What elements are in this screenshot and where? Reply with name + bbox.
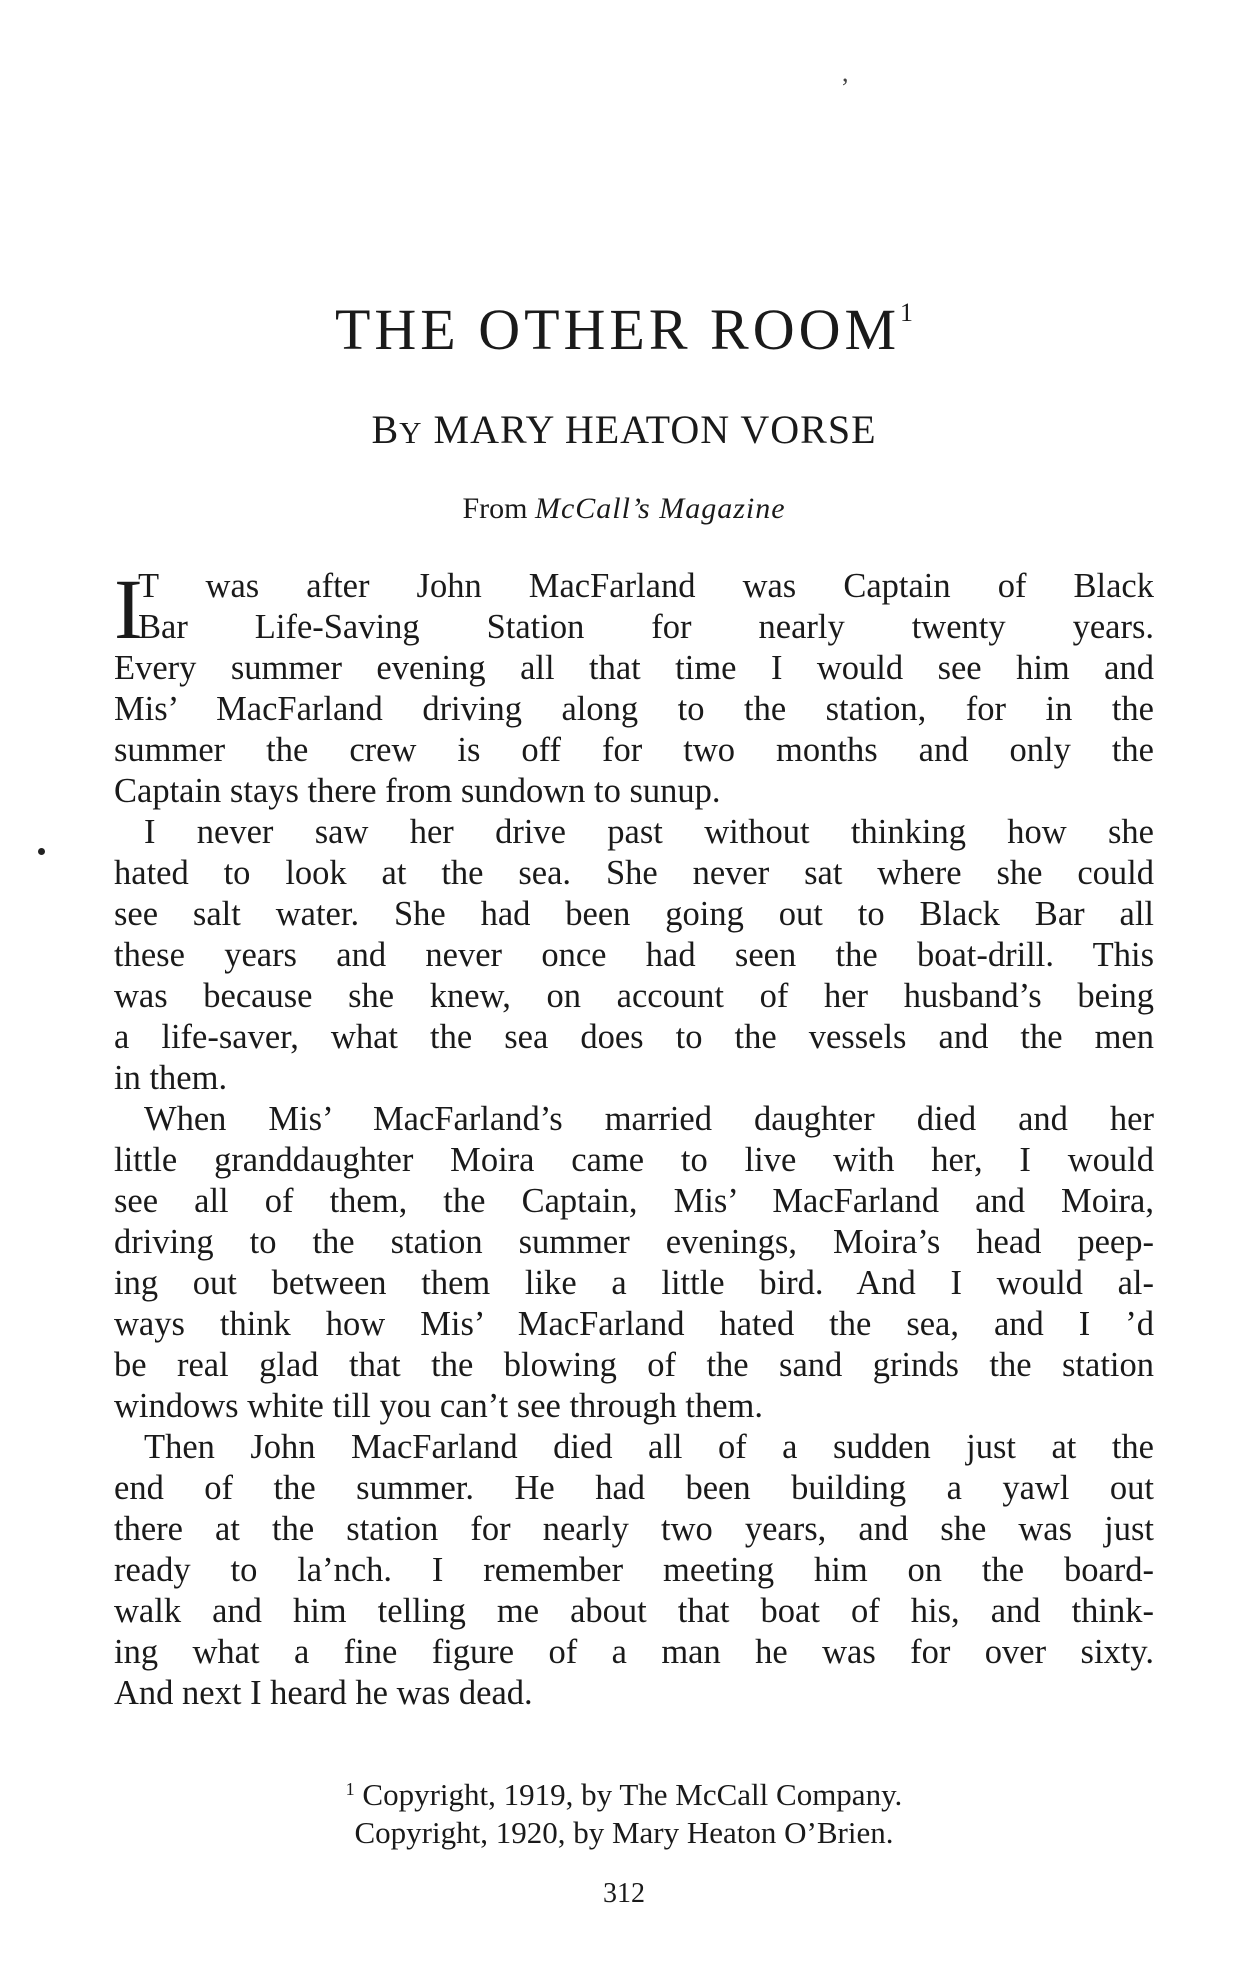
text-line: Captain stays there from sundown to sunup. <box>114 772 721 810</box>
byline <box>0 407 1248 452</box>
text-line: end of the summer. He had been building a yawl out <box>114 1469 1154 1507</box>
text-line: ing what a fine figure of a man he was for over sixty. <box>114 1633 1154 1671</box>
stray-ink-mark: , <box>842 58 849 87</box>
text-line: Bar Life-Saving Station for nearly twenty years. <box>138 608 1154 646</box>
text-line: a life-saver, what the sea does to the vessels and the men <box>114 1018 1154 1056</box>
footnote-text-2: Copyright, 1920, by Mary Heaton O’Brien. <box>354 1815 894 1850</box>
text-line: in them. <box>114 1059 228 1097</box>
title-footnote-ref: 1 <box>900 298 914 327</box>
text-line: summer the crew is off for two months and only the <box>114 731 1154 769</box>
source-line <box>0 494 1248 524</box>
text-line: And next I heard he was dead. <box>114 1674 533 1712</box>
text-line: little granddaughter Moira came to live with her, I would <box>114 1141 1154 1179</box>
text-line: was because she knew, on account of her husband’s being <box>114 977 1154 1015</box>
page-number: 312 <box>603 1878 645 1909</box>
text-line: walk and him telling me about that boat of his, and think- <box>114 1592 1154 1630</box>
text-line: be real glad that the blowing of the sand grinds the station <box>114 1346 1154 1384</box>
byline-author: MARY HEATON VORSE <box>433 407 877 452</box>
margin-ink-dot <box>38 848 45 855</box>
footnote-ref: 1 <box>345 1779 355 1799</box>
text-line: When Mis’ MacFarland’s married daughter died and her <box>144 1100 1154 1138</box>
footnote <box>0 1770 1248 1852</box>
drop-cap: I <box>114 561 143 657</box>
text-line: Every summer evening all that time I would see him and <box>114 649 1154 687</box>
text-line: hated to look at the sea. She never sat where she could <box>114 854 1154 892</box>
text-line: windows white till you can’t see through them. <box>114 1387 764 1425</box>
text-line: ing out between them like a little bird. And I would al- <box>114 1264 1154 1302</box>
byline-prefix-rest: Y <box>399 415 423 450</box>
source-magazine: McCall’s Magazine <box>534 492 786 525</box>
footnote-text-1: Copyright, 1919, by The McCall Company. <box>362 1777 903 1812</box>
story-body <box>114 561 1154 1714</box>
text-line: ready to la’nch. I remember meeting him on the board- <box>114 1551 1154 1589</box>
text-line: T was after John MacFarland was Captain of Black <box>138 567 1154 605</box>
text-line: I never saw her drive past without thinking how she <box>144 813 1154 851</box>
text-line: driving to the station summer evenings, Moira’s head peep- <box>114 1223 1154 1261</box>
footnote-line-2 <box>0 1814 1248 1852</box>
text-line: Then John MacFarland died all of a sudden just at the <box>144 1428 1154 1466</box>
byline-prefix-first: B <box>371 407 400 452</box>
text-line: Mis’ MacFarland driving along to the station, for in the <box>114 690 1154 728</box>
source-prefix: From <box>462 492 528 525</box>
text-line: these years and never once had seen the boat-drill. This <box>114 936 1154 974</box>
text-line: there at the station for nearly two years, and she was just <box>114 1510 1154 1548</box>
story-title <box>0 297 1248 362</box>
text-line: see salt water. She had been going out to Black Bar all <box>114 895 1154 933</box>
text-line: ways think how Mis’ MacFarland hated the sea, and I ’d <box>114 1305 1154 1343</box>
footnote-line-1 <box>0 1770 1248 1814</box>
story-title-text: THE OTHER ROOM <box>334 297 901 362</box>
text-line: see all of them, the Captain, Mis’ MacFarland and Moira, <box>114 1182 1154 1220</box>
